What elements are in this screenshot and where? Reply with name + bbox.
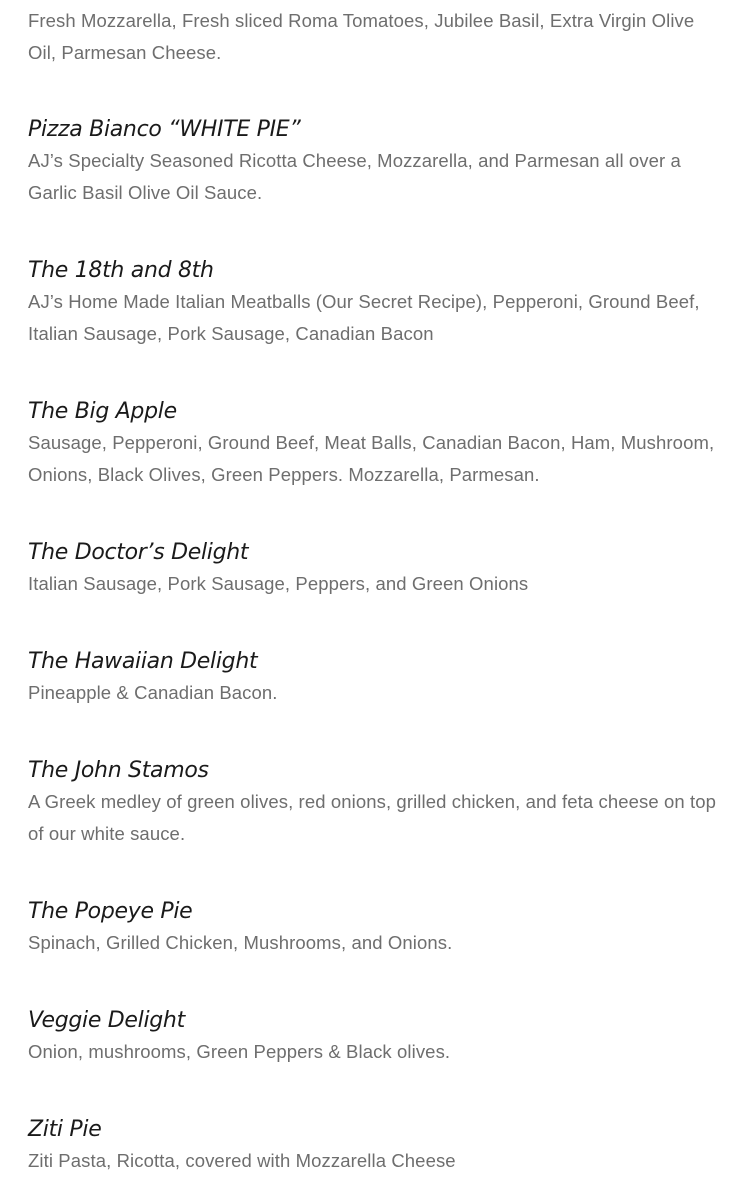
menu-item-description: Italian Sausage, Pork Sausage, Peppers, and Green Onions — [28, 573, 529, 594]
menu-item-description: Sausage, Pepperoni, Ground Beef, Meat Balls, Canadian Bacon, Ham, Mushroom, Onions, Black Olives, Green Peppers. Mozzarella, Parmesan. — [28, 432, 715, 485]
menu-item — [28, 115, 723, 209]
menu-item — [28, 756, 723, 850]
menu-item — [28, 647, 723, 709]
menu-item-description: Onion, mushrooms, Green Peppers & Black olives. — [28, 1041, 451, 1062]
menu-item — [28, 538, 723, 600]
menu-item-title: The Hawaiian Delight — [28, 649, 258, 674]
menu-item-title: Veggie Delight — [28, 1008, 185, 1033]
menu-item — [28, 5, 723, 69]
menu-item-description: AJ’s Home Made Italian Meatballs (Our Secret Recipe), Pepperoni, Ground Beef, Italian Sausage, Pork Sausage, Canadian Bacon — [28, 291, 700, 344]
menu-item — [28, 1115, 723, 1177]
menu-item-title: The 18th and 8th — [28, 258, 214, 283]
menu-item-title: The Big Apple — [28, 399, 177, 424]
menu-item — [28, 256, 723, 350]
menu-item — [28, 397, 723, 491]
menu-item-description: Spinach, Grilled Chicken, Mushrooms, and Onions. — [28, 932, 453, 953]
menu-item-title: The Doctor’s Delight — [28, 540, 249, 565]
menu-item-title: Pizza Bianco “WHITE PIE” — [28, 117, 301, 142]
menu-item — [28, 1006, 723, 1068]
menu-item-description: Fresh Mozzarella, Fresh sliced Roma Tomatoes, Jubilee Basil, Extra Virgin Olive Oil, Parmesan Cheese. — [28, 10, 695, 63]
menu-item-description: Pineapple & Canadian Bacon. — [28, 682, 278, 703]
menu-item-title: The Popeye Pie — [28, 899, 193, 924]
menu-item-description: AJ’s Specialty Seasoned Ricotta Cheese, Mozzarella, and Parmesan all over a Garlic Basil Olive Oil Sauce. — [28, 150, 681, 203]
menu-item-description: Ziti Pasta, Ricotta, covered with Mozzarella Cheese — [28, 1150, 456, 1171]
menu-item-title: The John Stamos — [28, 758, 209, 783]
menu-item — [28, 897, 723, 959]
menu-item-title: Ziti Pie — [28, 1117, 102, 1142]
menu-item-description: A Greek medley of green olives, red onions, grilled chicken, and feta cheese on top of our white sauce. — [28, 791, 717, 844]
